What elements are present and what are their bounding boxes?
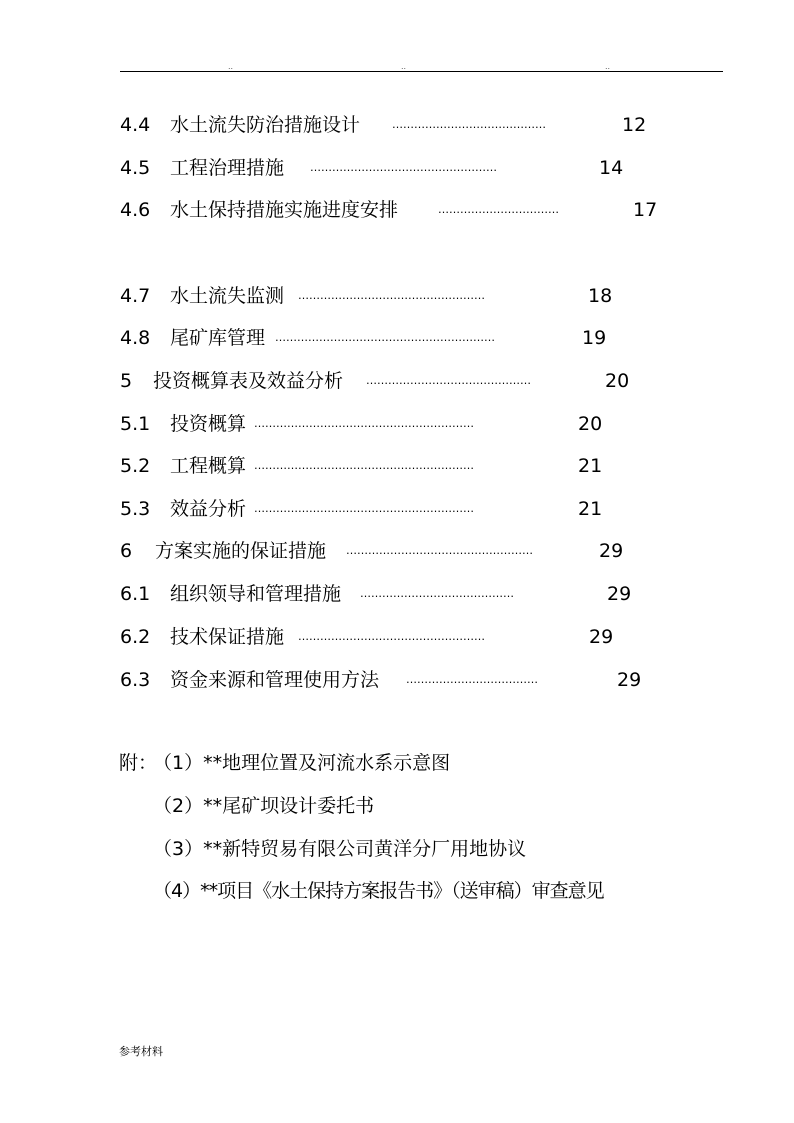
toc-entry[interactable] <box>120 323 680 353</box>
header-mark-2: .. <box>401 62 407 71</box>
toc-title: 效益分析 <box>170 498 247 520</box>
toc-title: 投资概算 <box>170 413 247 435</box>
toc-page: 19 <box>582 327 607 349</box>
toc-number: 5.1 <box>120 413 151 435</box>
toc-page: 17 <box>633 199 658 221</box>
toc-leader: …………………………………………………… <box>254 459 474 472</box>
toc-number: 5 <box>120 370 133 392</box>
toc-page: 21 <box>578 455 603 477</box>
toc-entry[interactable] <box>120 153 680 183</box>
toc-number: 6.2 <box>120 626 151 648</box>
appendix-item: （4）**项目《水土保持方案报告书》（送审稿）审查意见 <box>153 880 604 902</box>
toc-entry[interactable] <box>120 195 680 225</box>
toc-number: 6 <box>120 540 133 562</box>
toc-title: 水土保持措施实施进度安排 <box>170 199 399 221</box>
toc-title: 投资概算表及效益分析 <box>153 370 344 392</box>
appendix-item: （2）**尾矿坝设计委托书 <box>153 795 375 817</box>
toc-entry[interactable] <box>120 281 680 311</box>
toc-title: 工程概算 <box>170 455 247 477</box>
toc-leader: …………………………………………… <box>346 544 533 557</box>
toc-entry[interactable] <box>120 494 680 524</box>
toc-leader: …………………………………………………… <box>254 417 474 430</box>
footer-text: 参考材料 <box>119 1045 163 1058</box>
toc-leader: ……………………………… <box>406 673 538 686</box>
toc-number: 6.1 <box>120 583 151 605</box>
toc-leader: …………………………………………… <box>298 289 485 302</box>
toc-entry[interactable] <box>120 110 680 140</box>
header-mark-1: .. <box>228 62 234 71</box>
toc-title: 工程治理措施 <box>170 157 285 179</box>
appendix-item: （3）**新特贸易有限公司黄洋分厂用地协议 <box>153 838 527 860</box>
toc-entry[interactable] <box>120 536 680 566</box>
toc-number: 4.7 <box>120 285 151 307</box>
appendix-label: 附： <box>119 752 158 774</box>
toc-page: 14 <box>599 157 624 179</box>
toc-page: 29 <box>617 669 642 691</box>
toc-number: 5.3 <box>120 498 151 520</box>
toc-title: 尾矿库管理 <box>170 327 266 349</box>
toc-number: 5.2 <box>120 455 151 477</box>
toc-title: 组织领导和管理措施 <box>170 583 342 605</box>
toc-page: 21 <box>578 498 603 520</box>
toc-title: 技术保证措施 <box>170 626 285 648</box>
toc-entry[interactable] <box>120 665 680 695</box>
toc-page: 20 <box>605 370 630 392</box>
appendix-item: （1）**地理位置及河流水系示意图 <box>153 752 451 774</box>
toc-title: 资金来源和管理使用方法 <box>170 669 380 691</box>
toc-number: 4.5 <box>120 157 151 179</box>
toc-page: 29 <box>599 540 624 562</box>
toc-number: 4.4 <box>120 114 151 136</box>
header-mark-3: .. <box>605 62 611 71</box>
toc-number: 4.8 <box>120 327 151 349</box>
toc-leader: …………………………………… <box>392 118 546 131</box>
toc-page: 29 <box>607 583 632 605</box>
toc-leader: …………………………………………… <box>310 161 497 174</box>
toc-leader: …………………………………………………… <box>254 502 474 515</box>
toc-entry[interactable] <box>120 622 680 652</box>
toc-entry[interactable] <box>120 579 680 609</box>
toc-page: 29 <box>589 626 614 648</box>
toc-entry[interactable] <box>120 409 680 439</box>
toc-page: 20 <box>578 413 603 435</box>
toc-number: 6.3 <box>120 669 151 691</box>
toc-entry[interactable] <box>120 451 680 481</box>
toc-leader: …………………………………… <box>360 587 514 600</box>
toc-leader: …………………………… <box>438 203 559 216</box>
header-rule <box>120 71 723 72</box>
toc-leader: ……………………………………… <box>366 374 531 387</box>
toc-number: 4.6 <box>120 199 151 221</box>
toc-entry[interactable] <box>120 366 680 396</box>
toc-leader: …………………………………………………… <box>275 331 495 344</box>
toc-title: 水土流失监测 <box>170 285 285 307</box>
toc-page: 18 <box>588 285 613 307</box>
toc-title: 水土流失防治措施设计 <box>170 114 361 136</box>
toc-title: 方案实施的保证措施 <box>155 540 327 562</box>
toc-leader: …………………………………………… <box>298 630 485 643</box>
toc-page: 12 <box>622 114 647 136</box>
